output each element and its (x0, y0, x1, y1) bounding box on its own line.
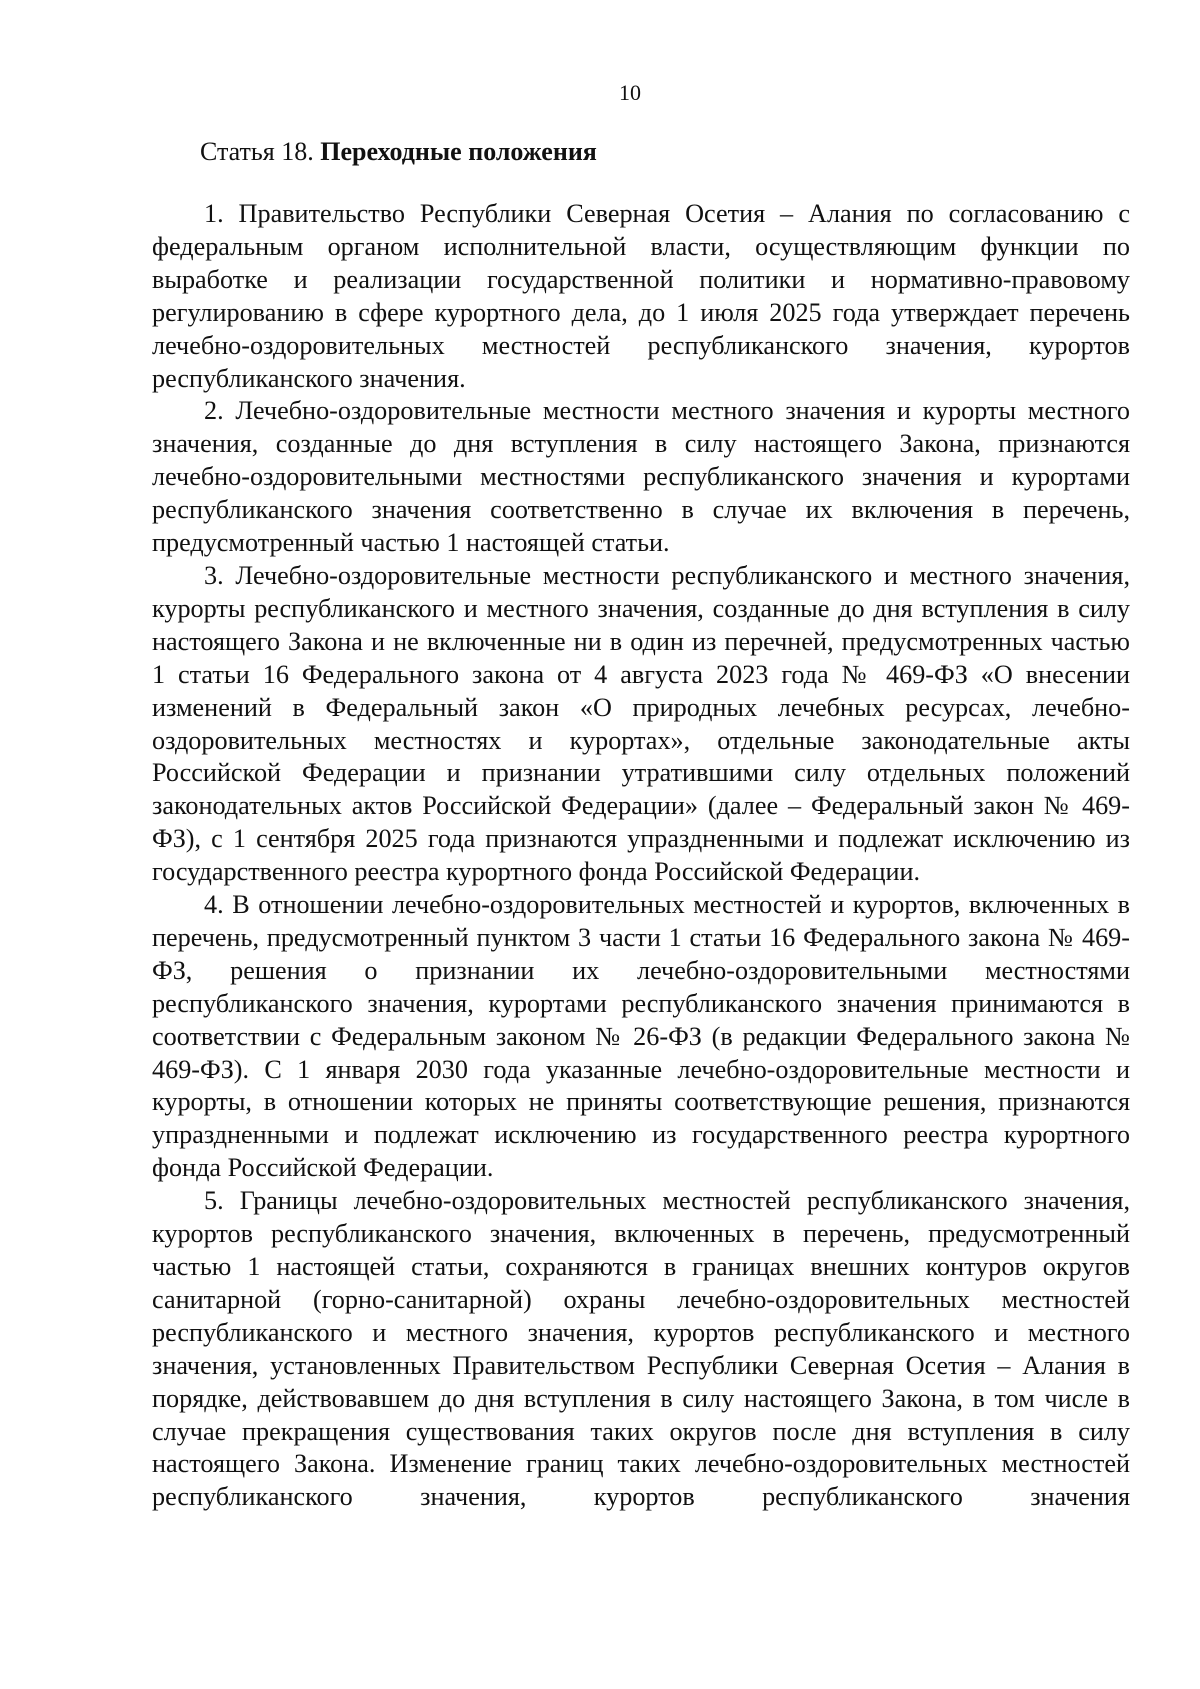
paragraph-1: 1. Правительство Республики Северная Осетия – Алания по согласованию с федеральным органом исполнительной власти, осуществляющим функции по выработке и реализации государственной политики и нормативно-правовому регулированию в сфере курортного дела, до 1 июля 2025 года утверждает перечень лечебно-оздоровительных местностей республиканского значения, курортов республиканского значения. (152, 199, 1130, 393)
article-label: Статья 18. (200, 137, 314, 166)
article-body (152, 198, 1130, 1514)
paragraph-5: 5. Границы лечебно-оздоровительных местностей республиканского значения, курортов республиканского значения, включенных в перечень, предусмотренный частью 1 настоящей статьи, сохраняются в границах внешних контуров округов санитарной (горно-санитарной) охраны лечебно-оздоровительных местностей республиканского и местного значения, курортов республиканского и местного значения, установленных Правительством Республики Северная Осетия – Алания в порядке, действовавшем до дня вступления в силу настоящего Закона, в том числе в случае прекращения существования таких округов после дня вступления в силу настоящего Закона. Изменение границ таких лечебно-оздоровительных местностей республиканского значения, курортов республиканского значения (152, 1186, 1130, 1512)
article-title: Переходные положения (320, 137, 597, 166)
article-heading (200, 136, 597, 168)
paragraph-3: 3. Лечебно-оздоровительные местности республиканского и местного значения, курорты республиканского и местного значения, созданные до дня вступления в силу настоящего Закона и не включенные ни в один из перечней, предусмотренных частью 1 статьи 16 Федерального закона от 4 августа 2023 года № 469-ФЗ «О внесении изменений в Федеральный закон «О природных лечебных ресурсах, лечебно-оздоровительных местностях и курортах», отдельные законодательные акты Российской Федерации и признании утратившими силу отдельных положений законодательных актов Российской Федерации» (далее – Федеральный закон № 469-ФЗ), с 1 сентября 2025 года признаются упраздненными и подлежат исключению из государственного реестра курортного фонда Российской Федерации. (152, 560, 1130, 887)
paragraph-2: 2. Лечебно-оздоровительные местности местного значения и курорты местного значения, созданные до дня вступления в силу настоящего Закона, признаются лечебно-оздоровительными местностями республиканского значения и курортами республиканского значения соответственно в случае их включения в перечень, предусмотренный частью 1 настоящей статьи. (152, 396, 1130, 558)
paragraph-4: 4. В отношении лечебно-оздоровительных местностей и курортов, включенных в перечень, предусмотренный пунктом 3 части 1 статьи 16 Федерального закона № 469-ФЗ, решения о признании их лечебно-оздоровительными местностями республиканского значения, курортами республиканского значения принимаются в соответствии с Федеральным законом № 26-ФЗ (в редакции Федерального закона № 469-ФЗ). С 1 января 2030 года указанные лечебно-оздоровительные местности и курорты, в отношении которых не приняты соответствующие решения, признаются упраздненными и подлежат исключению из государственного реестра курортного фонда Российской Федерации. (152, 890, 1130, 1183)
page-number: 10 (619, 80, 641, 105)
